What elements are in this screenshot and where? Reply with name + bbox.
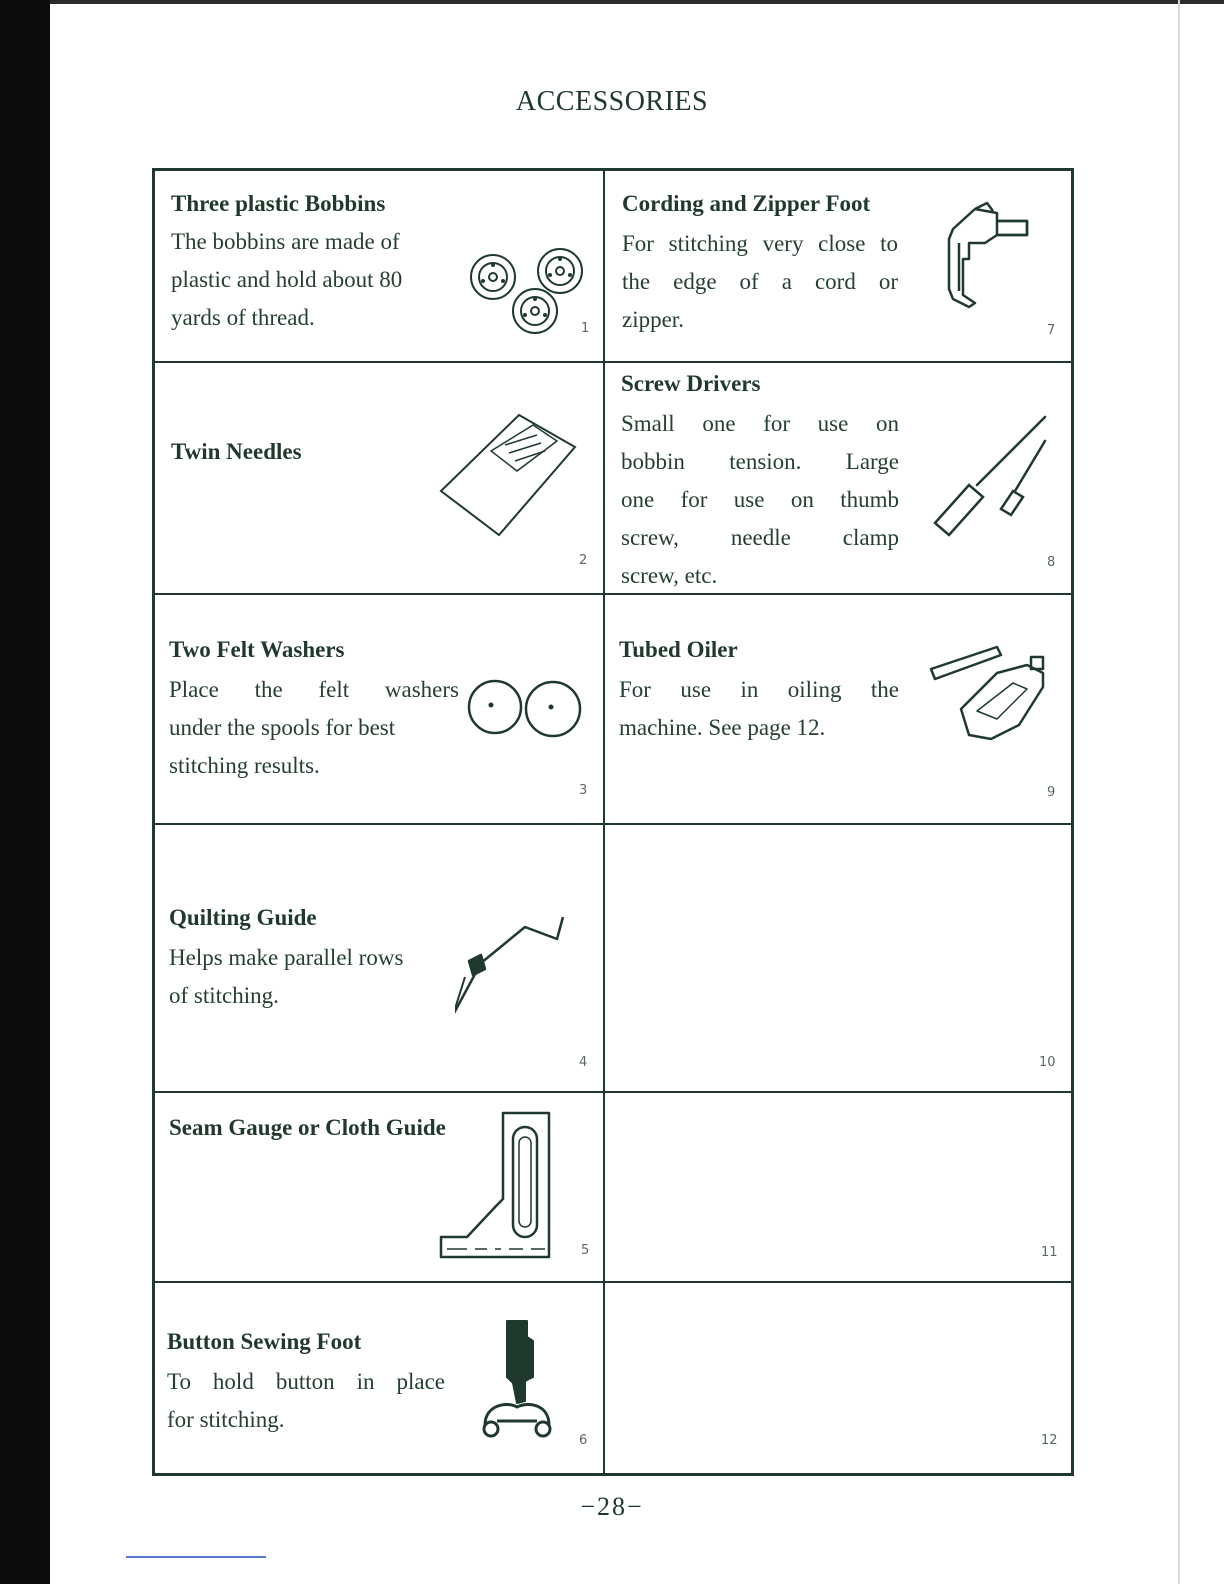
item-number: 12	[1041, 1433, 1058, 1448]
button-foot-icon	[477, 1317, 557, 1447]
item-number: 10	[1039, 1055, 1056, 1070]
page-title: ACCESSORIES	[515, 86, 709, 117]
accessory-description: For stitching very close to the edge of a cord or zipper.	[622, 231, 898, 332]
item-number: 8	[1047, 555, 1056, 570]
accessory-description: For use in oiling the machine. See page 12.	[619, 677, 899, 740]
page-number: −28−	[580, 1492, 644, 1521]
accessory-description: The bobbins are made of plastic and hold about 80 yards of thread.	[171, 229, 403, 330]
scan-edge-top	[50, 0, 1224, 4]
accessory-cell-bobbins	[155, 171, 603, 361]
accessory-cell-empty	[605, 1093, 1071, 1281]
quilting-guide-icon	[455, 917, 575, 1027]
item-number: 5	[581, 1243, 590, 1258]
scan-edge-right	[1178, 0, 1180, 1584]
needle-packet-icon	[437, 411, 577, 541]
item-number: 6	[579, 1433, 588, 1448]
accessory-cell-seam-gauge	[155, 1093, 603, 1281]
seam-gauge-icon	[437, 1109, 553, 1269]
item-number: 9	[1047, 785, 1056, 800]
accessory-title: Button Sewing Foot	[167, 1329, 362, 1354]
oiler-icon	[927, 639, 1057, 749]
item-number: 3	[579, 783, 588, 798]
accessory-cell-screw-drivers	[605, 363, 1071, 593]
accessory-title: Twin Needles	[171, 439, 302, 464]
screwdrivers-icon	[927, 415, 1057, 545]
accessory-cell-quilting-guide	[155, 825, 603, 1091]
accessory-cell-twin-needles	[155, 363, 603, 593]
link-underline	[126, 1556, 266, 1558]
accessory-description: Small one for use on bobbin tension. Large one for use on thumb screw, needle clamp screw, etc.	[621, 411, 899, 588]
accessory-title: Seam Gauge or Cloth Guide	[169, 1115, 446, 1140]
accessory-cell-empty	[605, 1283, 1071, 1473]
item-number: 1	[581, 321, 590, 336]
accessory-title: Cording and Zipper Foot	[622, 191, 871, 216]
accessory-cell-felt-washers	[155, 595, 603, 823]
accessories-table	[152, 168, 1074, 1476]
zipper-foot-icon	[935, 199, 1035, 309]
accessory-title: Screw Drivers	[621, 371, 761, 396]
accessory-description: Place the felt washers under the spools for best stitching results.	[169, 677, 459, 778]
accessory-cell-empty	[605, 825, 1071, 1091]
felt-washers-icon	[465, 677, 585, 741]
item-number: 2	[579, 553, 588, 568]
accessory-description: Helps make parallel rows of stitching.	[169, 945, 404, 1008]
item-number: 11	[1041, 1245, 1058, 1260]
accessory-title: Quilting Guide	[169, 905, 317, 930]
accessory-cell-button-foot	[155, 1283, 603, 1473]
bobbins-icon	[465, 241, 585, 341]
accessory-title: Two Felt Washers	[169, 637, 345, 662]
scan-edge-left	[0, 0, 50, 1584]
item-number: 4	[579, 1055, 588, 1070]
accessory-cell-zipper-foot	[605, 171, 1071, 361]
accessory-cell-tubed-oiler	[605, 595, 1071, 823]
accessory-title: Three plastic Bobbins	[171, 191, 386, 216]
item-number: 7	[1047, 323, 1056, 338]
accessory-description: To hold button in place for stitching.	[167, 1369, 445, 1432]
accessory-title: Tubed Oiler	[619, 637, 738, 662]
